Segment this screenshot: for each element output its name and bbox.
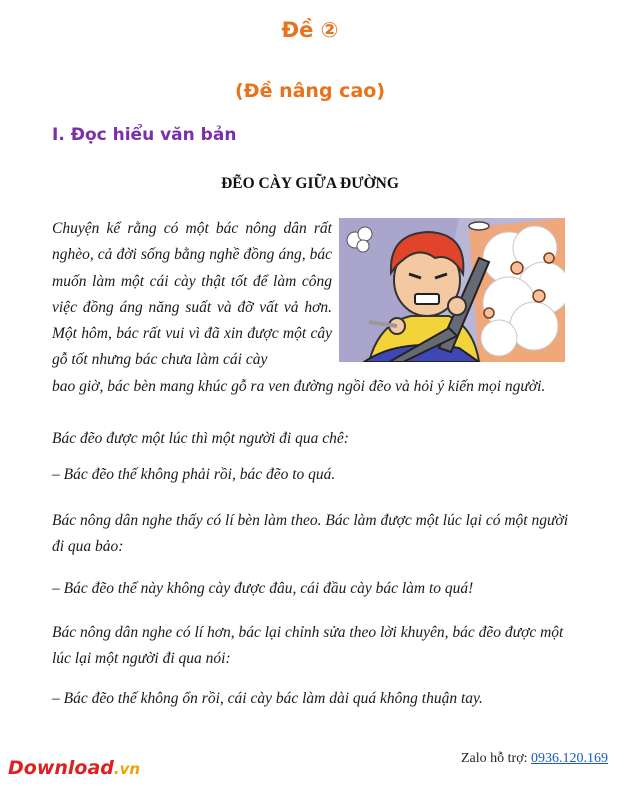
zalo-support [461, 751, 608, 767]
story-paragraph: Bác nông dân nghe có lí hơn, bác lại chỉnh sửa theo lời khuyên, bác đẽo được một lúc lại một người đi qua nói: [52, 624, 564, 667]
exam-title: Đề ② [281, 18, 339, 42]
story-intro-tail: bao giờ, bác bèn mang khúc gỗ ra ven đường ngồi đẽo và hỏi ý kiến mọi người. [52, 378, 546, 395]
story-intro: Chuyện kể rằng có một bác nông dân rất nghèo, cả đời sống bằng nghề đồng áng, bác muốn làm một cái cày thật tốt để làm công việc đồng áng năng suất và đỡ vất vả hơn. Một hôm, bác rất vui vì đã xin được một cây gỗ tốt nhưng bác chưa làm cái cày [52, 220, 332, 369]
story-paragraph: Bác đẽo được một lúc thì một người đi qua chê: [52, 430, 349, 447]
story-paragraph: – Bác đẽo thế không ổn rồi, cái cày bác làm dài quá không thuận tay. [52, 690, 483, 707]
zalo-phone-link[interactable]: 0936.120.169 [531, 751, 608, 766]
download-vn-logo[interactable] [8, 757, 140, 779]
section-heading: I. Đọc hiểu văn bản [52, 125, 237, 145]
story-paragraph: Bác nông dân nghe thấy có lí bèn làm theo. Bác làm được một lúc lại có một người đi qua bảo: [52, 512, 569, 555]
exam-subtitle: (Đề nâng cao) [234, 80, 385, 102]
farmer-carving-illustration [339, 218, 565, 362]
story-paragraph: – Bác đẽo thế không phải rồi, bác đẽo to quá. [52, 466, 336, 483]
logo-main: Download [8, 757, 114, 779]
story-title: ĐẼO CÀY GIỮA ĐƯỜNG [221, 175, 399, 192]
logo-suffix: .vn [113, 760, 141, 778]
story-paragraph: – Bác đẽo thế này không cày được đâu, cái đầu cày bác làm to quá! [52, 580, 474, 597]
zalo-support-label: Zalo hỗ trợ: [461, 751, 528, 766]
